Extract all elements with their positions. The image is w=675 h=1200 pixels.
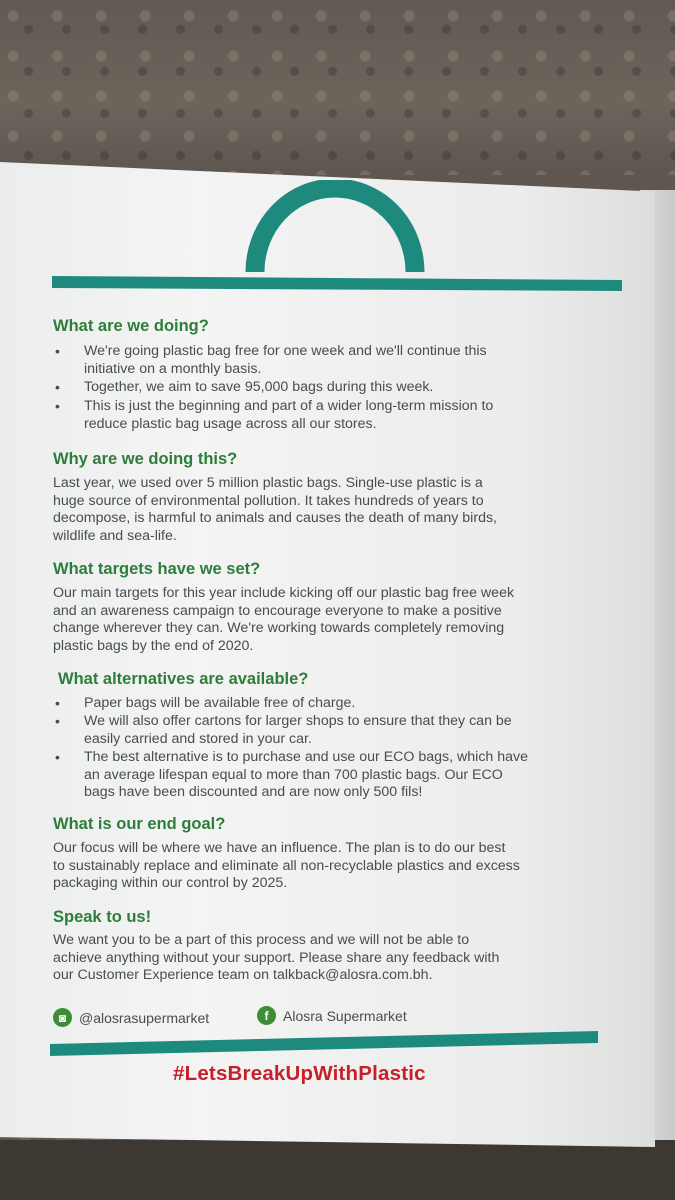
facebook-link[interactable] (257, 1006, 407, 1025)
paragraph-why: Last year, we used over 5 million plastic bags. Single-use plastic is a huge source of environmental pollution. It takes hundreds of years to decompose, is harmful to animals and causes the death of many birds, wildlife and sea-life. (53, 475, 497, 544)
paragraph-goal: Our focus will be where we have an influence. The plan is to do our best to sustainably replace and eliminate all non-recyclable plastics and excess packaging within our control by 2025. (53, 840, 520, 892)
instagram-icon: ◙ (53, 1008, 72, 1027)
heading-speak-to-us: Speak to us! (53, 908, 152, 926)
paragraph-targets: Our main targets for this year include kicking off our plastic bag free week and an awareness campaign to encourage everyone to make a positive change wherever they can. We're working towards completely removing plastic bags by the end of 2020. (53, 585, 515, 654)
bullet-icon: • (55, 749, 60, 765)
heading-alternatives: What alternatives are available? (58, 670, 309, 688)
bullet-icon: • (55, 343, 60, 359)
bullet-icon: • (55, 695, 60, 711)
paragraph-speak: We want you to be a part of this process and we will not be able to achieve anything without your support. Please share any feedback with our Customer Experience team on talkback@alosra.com.bh. (53, 932, 500, 984)
instagram-link[interactable] (53, 1008, 209, 1027)
bullet-icon: • (55, 398, 60, 414)
instagram-handle: @alosrasupermarket (79, 1009, 210, 1026)
bullet-item: Paper bags will be available free of charge. (84, 695, 356, 711)
bullet-icon: • (55, 379, 60, 395)
bullet-item: Together, we aim to save 95,000 bags during this week. (84, 379, 434, 395)
heading-why-are-we-doing-this: Why are we doing this? (53, 450, 238, 468)
bullet-item: We will also offer cartons for larger shops to ensure that they can be easily carried and stored in your car. (84, 713, 512, 747)
facebook-handle: Alosra Supermarket (283, 1007, 407, 1024)
bullet-icon: • (55, 713, 60, 729)
bullet-item: This is just the beginning and part of a wider long-term mission to reduce plastic bag usage across all our stores. (84, 398, 494, 432)
heading-end-goal: What is our end goal? (53, 815, 226, 833)
facebook-icon: f (257, 1006, 276, 1025)
bottom-divider-bar (50, 1028, 610, 1058)
arch-logo-icon (50, 180, 630, 295)
heading-targets: What targets have we set? (53, 560, 261, 578)
bullet-item: The best alternative is to purchase and use our ECO bags, which have an average lifespan equal to more than 700 plastic bags. Our ECO bags have been discounted and are now only 500 fils! (84, 749, 529, 801)
bullet-item: We're going plastic bag free for one week and we'll continue this initiative on a monthly basis. (84, 343, 487, 377)
hashtag-lets-break-up-with-plastic: #LetsBreakUpWithPlastic (173, 1062, 426, 1085)
heading-what-are-we-doing: What are we doing? (53, 317, 209, 335)
